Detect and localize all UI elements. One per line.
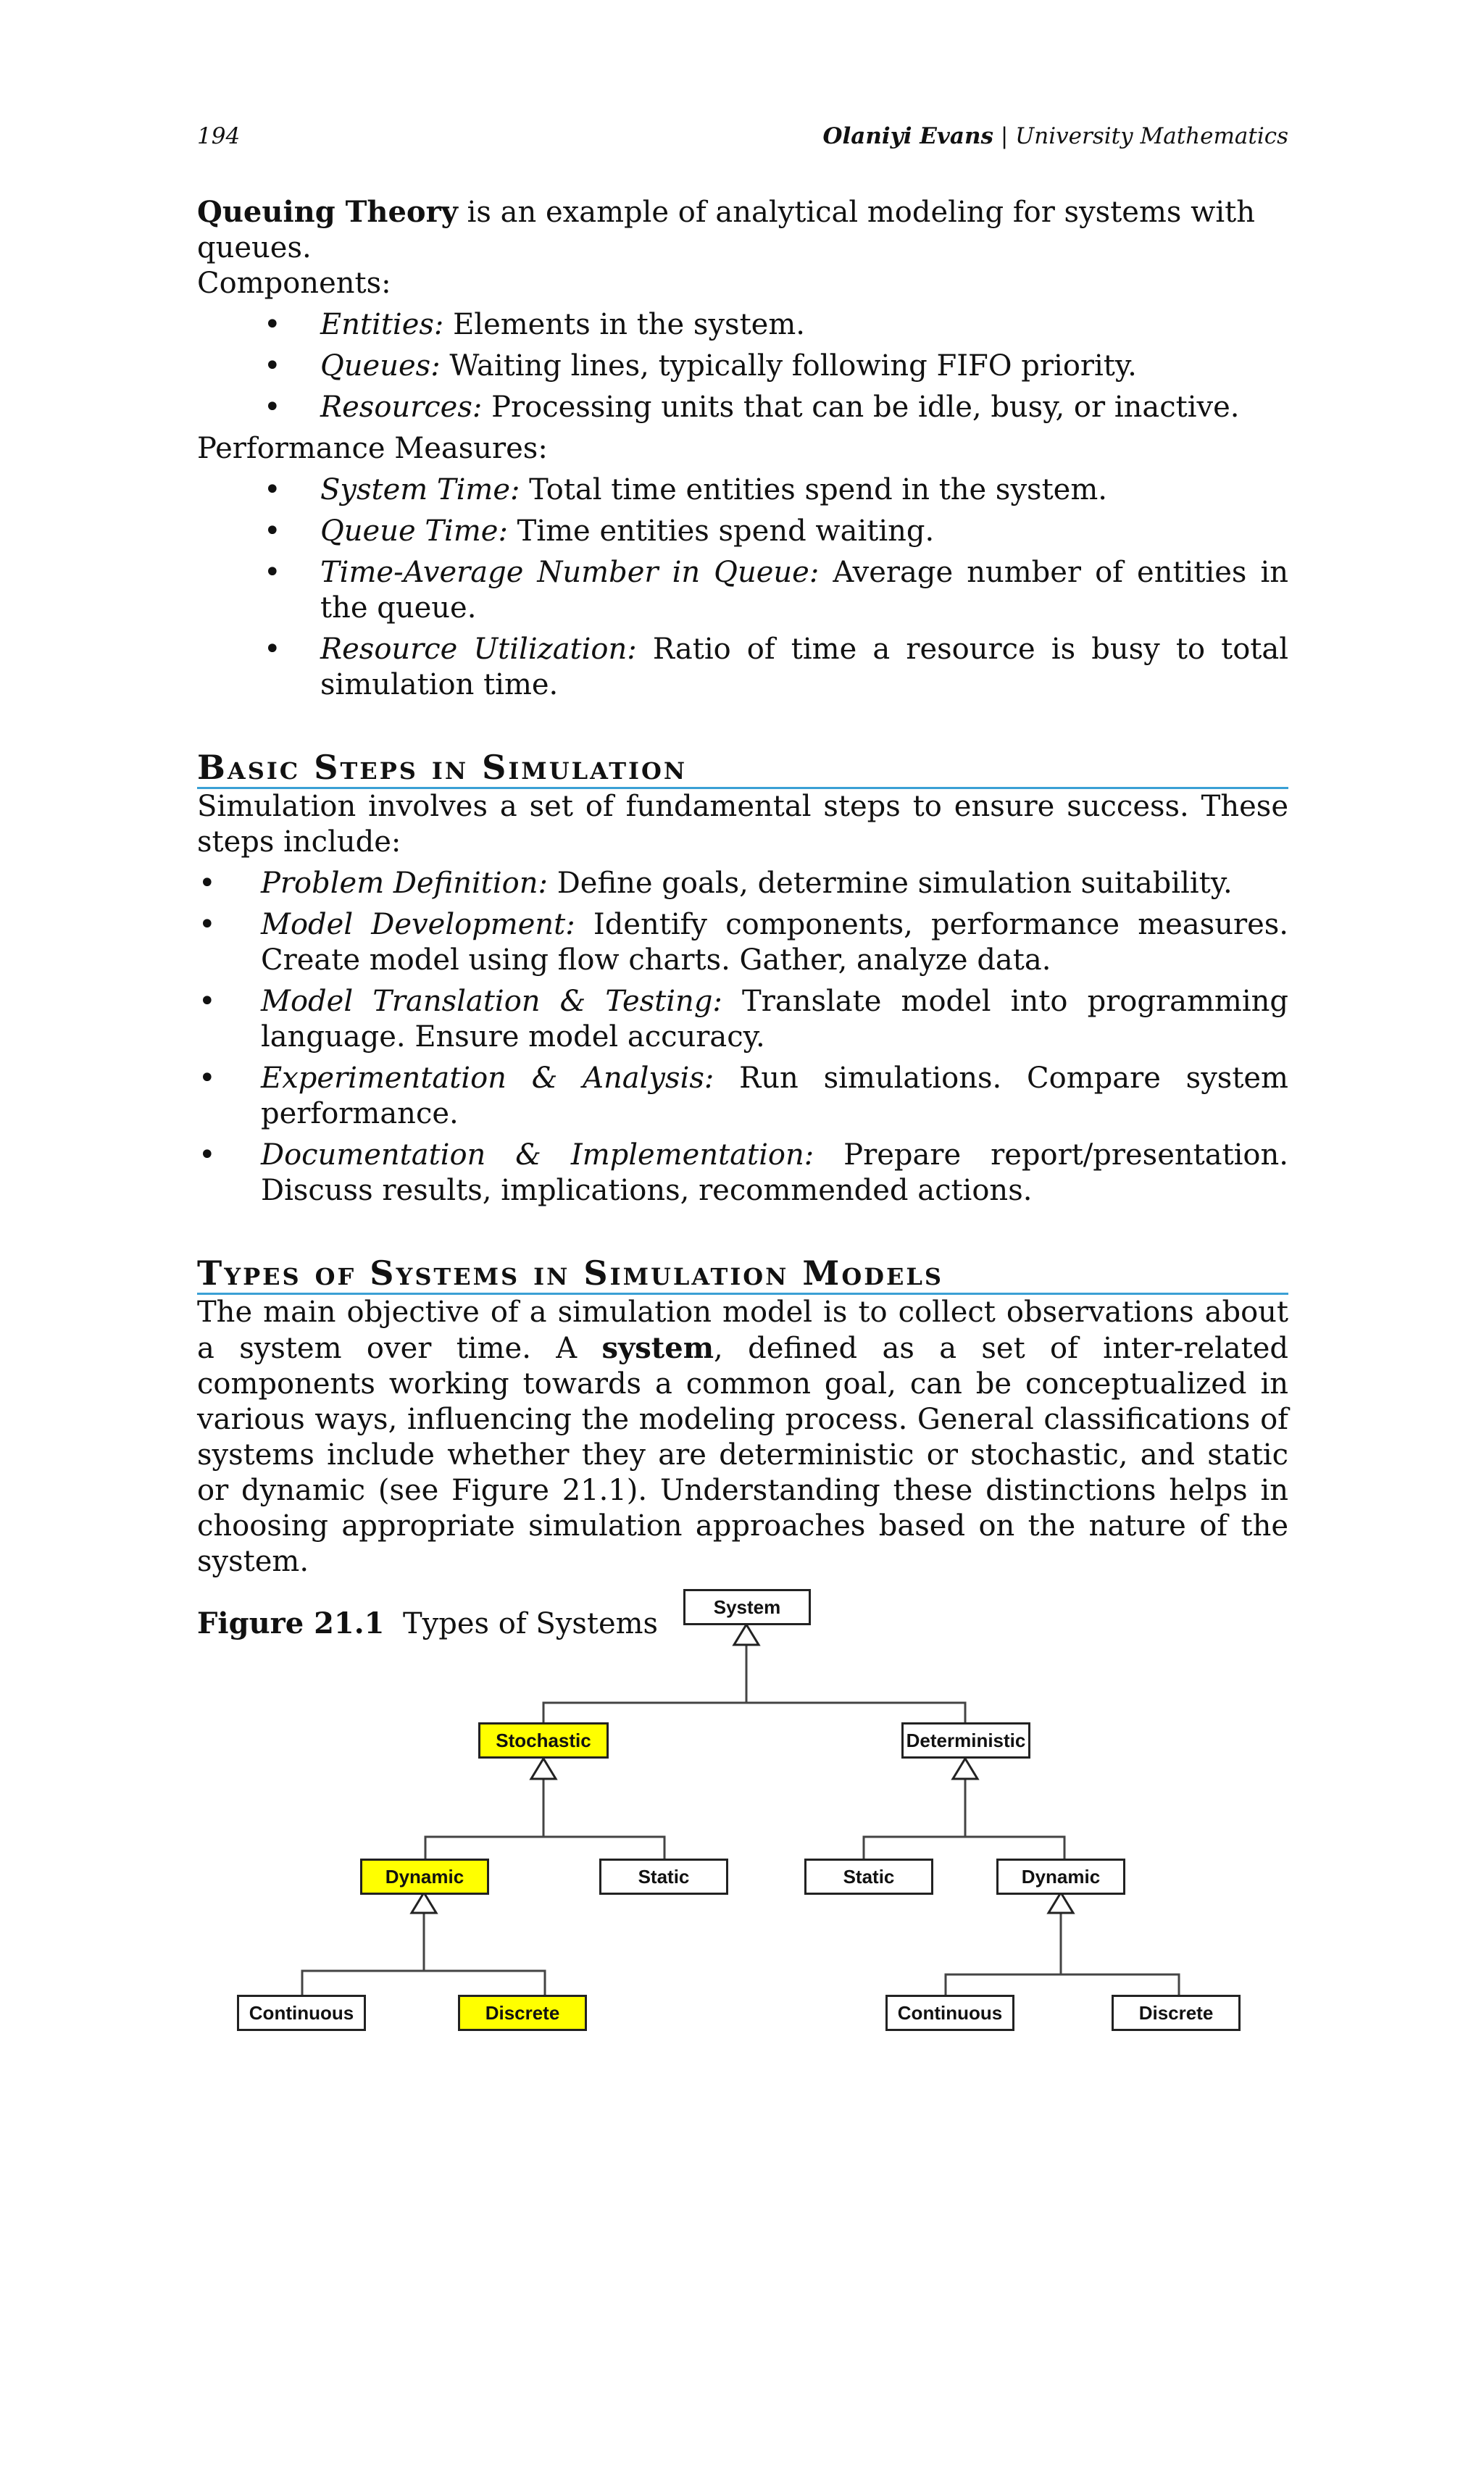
inheritance-arrow-icon [1049,1893,1073,1913]
list-item [197,472,1288,508]
bullet-icon: • [264,308,281,341]
item-term: Resource Utilization: [320,633,637,666]
types-paragraph [197,1295,1288,1580]
page-number: 194 [197,123,241,149]
inheritance-arrow-icon [412,1893,436,1913]
header-separator: | [1000,123,1009,149]
item-term: Resources: [320,391,483,424]
item-text: Ratio of time a resource is busy to total simulation time. [320,633,1289,701]
item-text: Waiting lines, typically following FIFO priority. [440,349,1137,383]
bullet-icon: • [264,633,281,666]
connector-line [302,1971,545,1996]
node-deterministic-continuous: Continuous [885,1995,1014,2031]
item-term: Entities: [320,308,444,341]
inheritance-arrow-icon [734,1625,759,1645]
list-item [197,632,1288,703]
bullet-icon: • [199,1138,216,1172]
paragraph-text: , defined as a set of inter-related components working towards a common goal, can be conceptualized in various ways, influencing the modeling process. General classifications of systems include whether they are deterministic or stochastic, and static or dynamic (see Figure 21.1). Understanding these distinctions helps in choosing appropriate simulation approaches based on the nature of the system. [197,1332,1289,1578]
bullet-icon: • [199,1062,216,1095]
paragraph-bold-term: system [601,1331,714,1365]
item-term: Time-Average Number in Queue: [320,556,820,589]
queuing-term: Queuing Theory [197,195,458,229]
item-term: Model Development: [261,908,575,941]
connector-line [543,1703,965,1725]
list-item [197,907,1288,978]
item-term: Queues: [320,349,441,383]
steps-intro: Simulation involves a set of fundamental steps to ensure success. These steps include: [197,790,1288,859]
item-term: Model Translation & Testing: [261,985,722,1018]
list-item [197,984,1288,1055]
node-deterministic: Deterministic [901,1722,1030,1759]
node-deterministic-dynamic: Dynamic [996,1859,1125,1895]
bullet-icon: • [264,473,281,506]
main-content [197,194,1288,1642]
node-stochastic-continuous: Continuous [237,1995,366,2031]
item-text: Prepare report/presentation. Discuss results, implications, recommended actions. [261,1138,1288,1207]
list-item [197,514,1288,549]
types-of-systems-diagram [197,1587,1288,2051]
item-text: Processing units that can be idle, busy, or inactive. [482,391,1240,424]
item-text: Elements in the system. [443,308,805,341]
section-heading-types: Types of Systems in Simulation Models [197,1254,1288,1295]
node-stochastic-discrete: Discrete [458,1995,587,2031]
bullet-icon: • [199,867,216,900]
components-list [197,307,1288,425]
components-label: Components: [197,267,391,300]
node-stochastic-dynamic: Dynamic [360,1859,489,1895]
node-system: System [683,1589,811,1625]
list-item [197,390,1288,425]
bullet-icon: • [264,391,281,424]
header-author: Olaniyi Evans [822,123,993,149]
item-term: Experimentation & Analysis: [261,1062,714,1095]
paragraph-text: The main objective of a simulation model is to collect observations about a system over time. A [197,1296,1288,1365]
steps-list [197,866,1288,1209]
node-stochastic: Stochastic [478,1722,609,1759]
bullet-icon: • [264,556,281,589]
item-term: Problem Definition: [261,867,548,900]
bullet-icon: • [199,985,216,1018]
list-item [197,555,1288,626]
header-book-title: University Mathematics [1015,123,1288,149]
bullet-icon: • [264,514,281,548]
item-text: Run simulations. Compare system performance. [261,1062,1288,1130]
queuing-intro [197,194,1288,266]
list-item [197,307,1288,343]
item-term: Queue Time: [320,514,508,548]
list-item [197,1061,1288,1132]
section-heading-steps: Basic Steps in Simulation [197,748,1288,789]
queuing-intro-text: is an example of analytical modeling for systems with queues. [197,196,1255,264]
item-text: Average number of entities in the queue. [320,556,1289,625]
running-title [823,123,1289,149]
bullet-icon: • [264,349,281,383]
item-text: Total time entities spend in the system. [520,473,1107,506]
item-text: Time entities spend waiting. [507,514,935,548]
diagram-connectors [197,1587,1288,2051]
measures-list [197,472,1288,703]
node-deterministic-discrete: Discrete [1112,1995,1241,2031]
node-stochastic-static: Static [599,1859,728,1895]
measures-label: Performance Measures: [197,432,548,465]
item-term: System Time: [320,473,520,506]
bullet-icon: • [199,908,216,941]
node-deterministic-static: Static [804,1859,933,1895]
item-text: Define goals, determine simulation suitability. [548,867,1233,900]
item-text: Translate model into programming language. Ensure model accuracy. [261,985,1288,1054]
inheritance-arrow-icon [531,1759,556,1779]
item-text: Identify components, performance measures. Create model using flow charts. Gather, analyze data. [261,908,1289,977]
list-item [197,866,1288,901]
running-header [197,123,1288,159]
list-item [197,349,1288,384]
list-item [197,1138,1288,1209]
figure-label: Figure 21.1 [197,1606,385,1640]
item-term: Documentation & Implementation: [261,1138,814,1172]
inheritance-arrow-icon [953,1759,977,1779]
figure-title: Types of Systems [402,1607,659,1640]
